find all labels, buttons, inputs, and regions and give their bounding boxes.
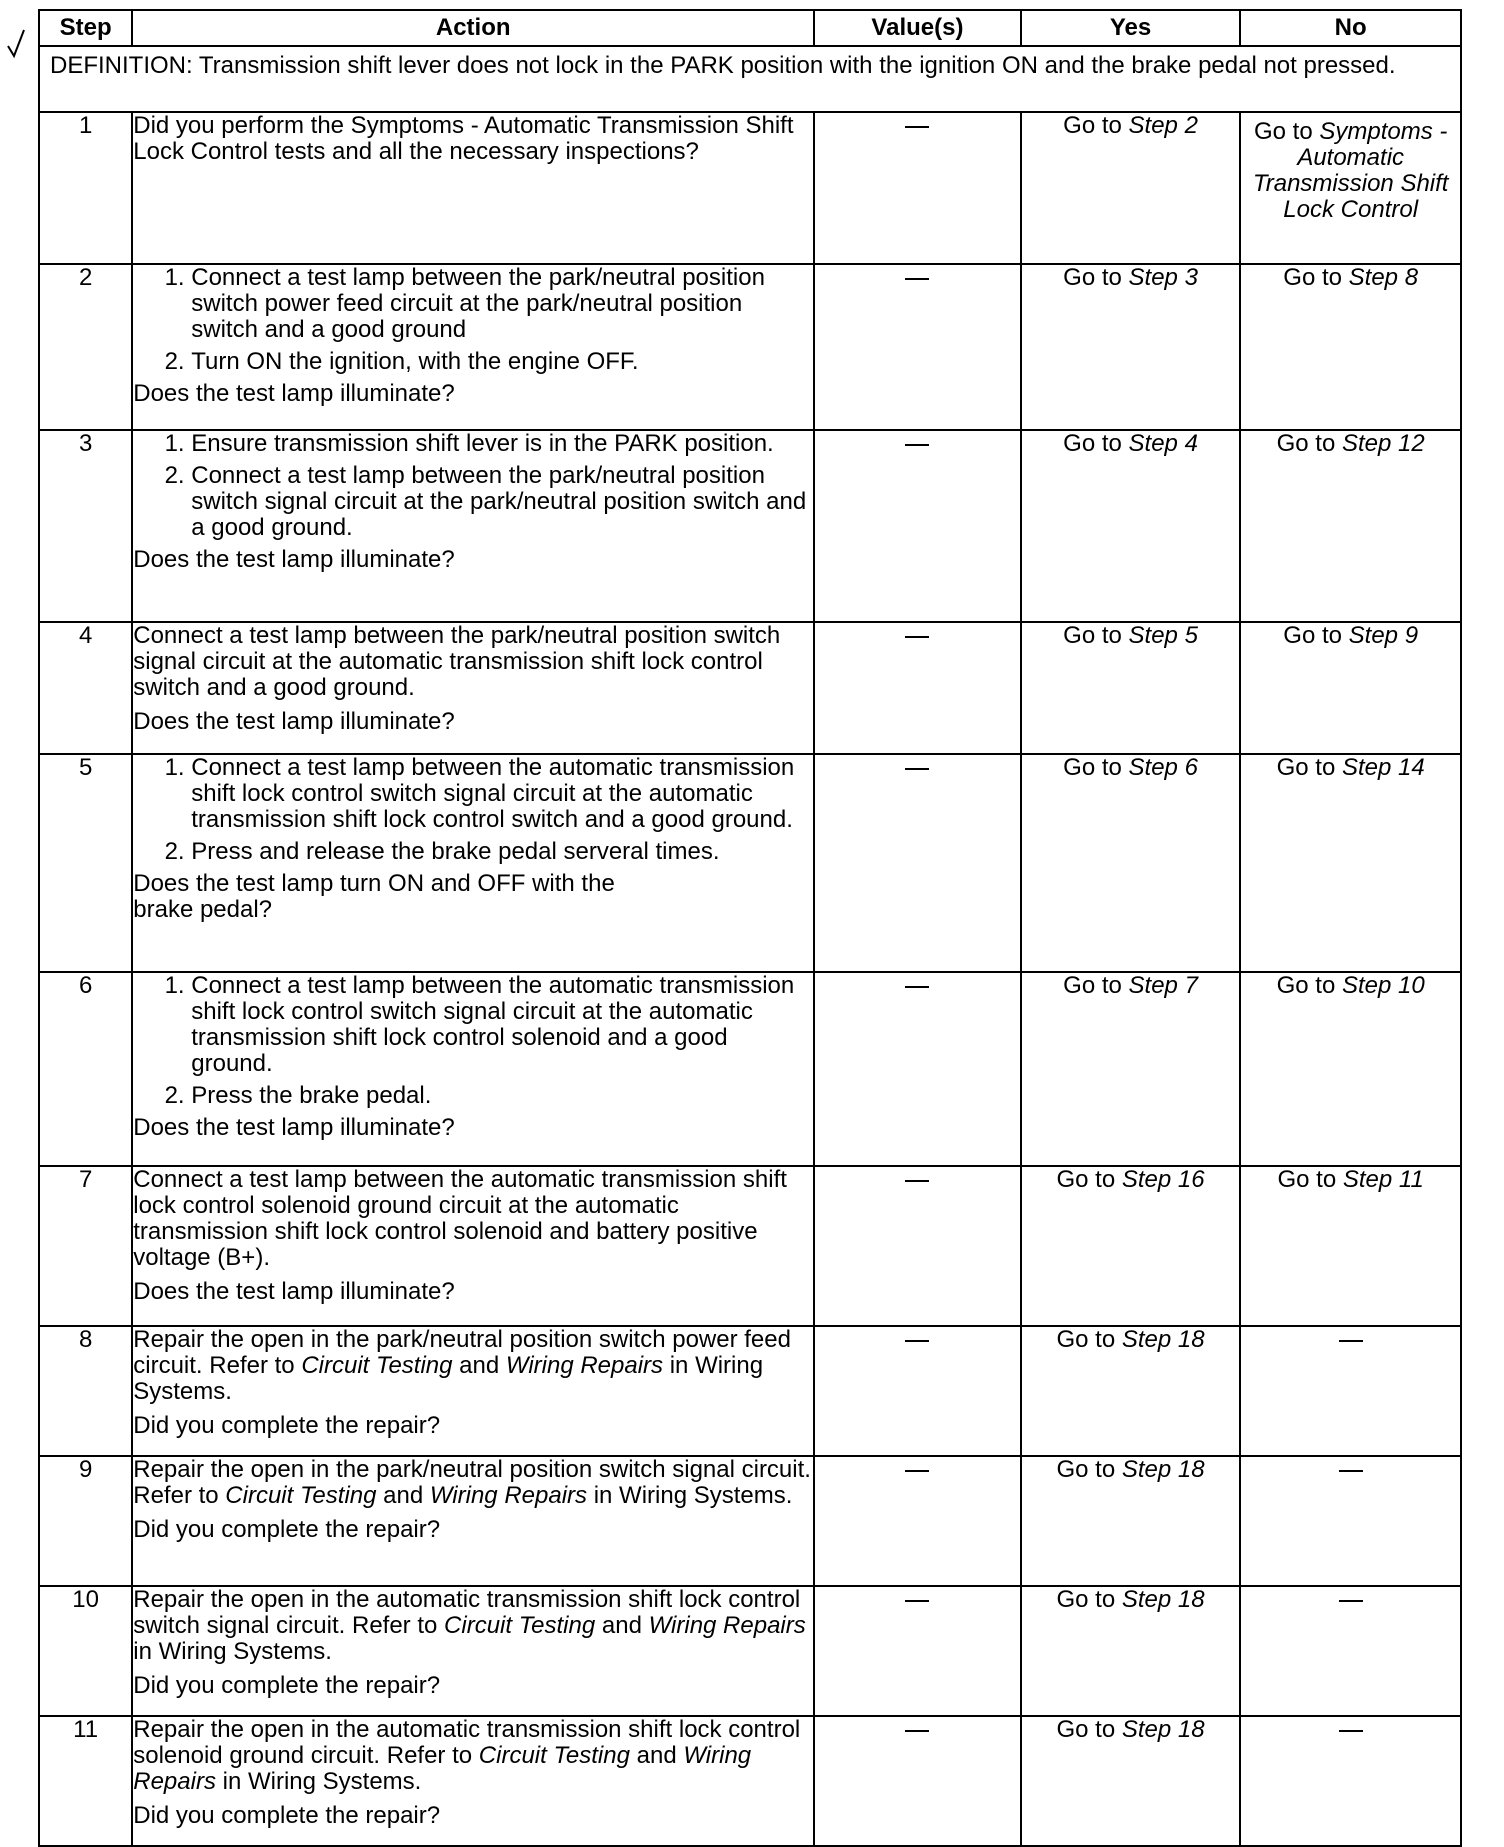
step-value xyxy=(814,1716,1021,1846)
and-word: and xyxy=(459,1352,500,1379)
step-number: 2 xyxy=(39,264,132,430)
goto-prefix: Go to xyxy=(1283,622,1349,649)
goto-prefix: Go to xyxy=(1276,754,1342,781)
dash-mark xyxy=(905,1470,929,1472)
wiring-systems: in Wiring Systems. xyxy=(593,1482,793,1509)
list-item: 2. Press and release the brake pedal serveral times. xyxy=(191,839,813,865)
goto-link-step[interactable]: Step 10 xyxy=(1341,972,1425,999)
action-text: Connect a test lamp between the park/neutral position switch signal circuit at the automatic transmission shift lock control switch and a good ground. xyxy=(133,622,781,701)
wiring-repairs-link[interactable]: Wiring Repairs xyxy=(133,1742,752,1795)
goto-prefix: Go to xyxy=(1063,430,1129,457)
diagnostic-table xyxy=(38,9,1462,1847)
no-cell xyxy=(1240,1716,1461,1846)
table-row xyxy=(39,754,1461,972)
table-row xyxy=(39,112,1461,264)
step-value xyxy=(814,622,1021,754)
wiring-repairs-link[interactable]: Wiring Repairs xyxy=(648,1612,806,1639)
dash-mark xyxy=(905,986,929,988)
goto-prefix: Go to xyxy=(1056,1456,1122,1483)
header-values: Value(s) xyxy=(814,10,1021,46)
circuit-testing-link[interactable]: Circuit Testing xyxy=(301,1352,453,1379)
step-value xyxy=(814,754,1021,972)
goto-link-step[interactable]: Step 2 xyxy=(1128,112,1198,139)
yes-cell xyxy=(1021,112,1241,264)
yes-cell xyxy=(1021,430,1241,622)
instruction-list xyxy=(133,431,813,541)
repair-lead: Repair the open in the park/neutral position switch signal circuit. xyxy=(133,1456,811,1483)
goto-link-step[interactable]: Step 18 xyxy=(1121,1456,1205,1483)
yes-cell xyxy=(1021,972,1241,1166)
goto-prefix: Go to xyxy=(1276,430,1342,457)
yes-cell xyxy=(1021,622,1241,754)
step-number: 1 xyxy=(39,112,132,264)
step-number: 4 xyxy=(39,622,132,754)
goto-prefix: Go to xyxy=(1063,264,1129,291)
definition-text: DEFINITION: Transmission shift lever does not lock in the PARK position with the ignition ON and the brake pedal not pressed. xyxy=(39,46,1461,112)
table-row xyxy=(39,1166,1461,1326)
dash-mark xyxy=(1339,1600,1363,1602)
table-row xyxy=(39,972,1461,1166)
question-text: Did you complete the repair? xyxy=(133,1516,441,1543)
circuit-testing-link[interactable]: Circuit Testing xyxy=(225,1482,377,1509)
step-action xyxy=(132,1326,814,1456)
goto-link-step[interactable]: Step 6 xyxy=(1128,754,1198,781)
question-text: Does the test lamp illuminate? xyxy=(133,380,455,407)
step-action xyxy=(132,1166,814,1326)
step-value xyxy=(814,112,1021,264)
step-number: 11 xyxy=(39,1716,132,1846)
question-text: Did you complete the repair? xyxy=(133,1802,441,1829)
step-number: 5 xyxy=(39,754,132,972)
repair-text xyxy=(133,1457,813,1509)
step-number: 7 xyxy=(39,1166,132,1326)
goto-prefix: Go to xyxy=(1056,1716,1122,1743)
dash-mark xyxy=(905,126,929,128)
question-text: Does the test lamp illuminate? xyxy=(133,1114,455,1141)
repair-text xyxy=(133,1717,813,1795)
goto-prefix: Go to xyxy=(1056,1166,1122,1193)
dash-mark xyxy=(905,636,929,638)
yes-cell xyxy=(1021,1716,1241,1846)
table-row xyxy=(39,1456,1461,1586)
yes-cell xyxy=(1021,1166,1241,1326)
goto-link-step[interactable]: Step 14 xyxy=(1341,754,1425,781)
question-text: Did you complete the repair? xyxy=(133,1672,441,1699)
list-item: 2. Press the brake pedal. xyxy=(191,1083,813,1109)
yes-cell xyxy=(1021,1456,1241,1586)
goto-link-step[interactable]: Step 4 xyxy=(1128,430,1198,457)
table-row xyxy=(39,430,1461,622)
refer-to: Refer to xyxy=(133,1482,219,1509)
dash-mark xyxy=(905,1730,929,1732)
goto-link-step[interactable]: Step 8 xyxy=(1348,264,1419,291)
dash-mark xyxy=(905,768,929,770)
goto-link-step[interactable]: Step 9 xyxy=(1348,622,1419,649)
question-text: Does the test lamp illuminate? xyxy=(133,1278,455,1305)
header-action: Action xyxy=(132,10,814,46)
step-number: 8 xyxy=(39,1326,132,1456)
list-item: 2. Turn ON the ignition, with the engine OFF. xyxy=(191,349,813,375)
step-action xyxy=(132,754,814,972)
step-value xyxy=(814,1326,1021,1456)
step-number: 6 xyxy=(39,972,132,1166)
no-cell xyxy=(1240,754,1461,972)
step-value xyxy=(814,1166,1021,1326)
yes-cell xyxy=(1021,1326,1241,1456)
goto-link-step[interactable]: Step 18 xyxy=(1121,1716,1205,1743)
list-item: 1. Connect a test lamp between the park/neutral position switch power feed circuit at the park/neutral position switch and a good ground xyxy=(191,265,813,343)
no-cell xyxy=(1240,1456,1461,1586)
circuit-testing-link[interactable]: Circuit Testing xyxy=(478,1742,630,1769)
goto-link-step[interactable]: Step 12 xyxy=(1341,430,1425,457)
no-cell xyxy=(1240,1326,1461,1456)
dash-mark xyxy=(1339,1340,1363,1342)
goto-link-step[interactable]: Step 11 xyxy=(1342,1166,1424,1193)
refer-to: Refer to xyxy=(386,1742,473,1769)
wiring-systems: in Wiring Systems. xyxy=(222,1768,422,1795)
step-action xyxy=(132,264,814,430)
goto-prefix: Go to xyxy=(1277,1166,1343,1193)
list-item: 1. Connect a test lamp between the automatic transmission shift lock control switch signal circuit at the automatic transmission shift lock control switch and a good ground. xyxy=(191,755,813,833)
repair-text xyxy=(133,1327,813,1405)
no-cell xyxy=(1240,264,1461,430)
goto-prefix: Go to xyxy=(1063,972,1129,999)
wiring-repairs-link[interactable]: Wiring Repairs xyxy=(429,1482,588,1509)
dash-mark xyxy=(905,444,929,446)
no-cell xyxy=(1240,972,1461,1166)
table-row xyxy=(39,1716,1461,1846)
no-cell xyxy=(1240,622,1461,754)
yes-cell xyxy=(1021,754,1241,972)
table-row xyxy=(39,264,1461,430)
yes-cell xyxy=(1021,264,1241,430)
goto-prefix: Go to xyxy=(1063,754,1129,781)
goto-prefix: Go to xyxy=(1283,264,1349,291)
question-text: Did you complete the repair? xyxy=(133,1412,441,1439)
wiring-systems: in Wiring Systems. xyxy=(133,1638,332,1665)
dash-mark xyxy=(905,1600,929,1602)
list-item: 1. Connect a test lamp between the automatic transmission shift lock control switch signal circuit at the automatic transmission shift lock control solenoid and a good ground. xyxy=(191,973,813,1077)
step-action xyxy=(132,972,814,1166)
goto-prefix: Go to xyxy=(1063,112,1129,139)
no-cell xyxy=(1240,1166,1461,1326)
goto-link-step[interactable]: Step 18 xyxy=(1121,1586,1205,1613)
step-action xyxy=(132,1586,814,1716)
goto-link-step[interactable]: Step 16 xyxy=(1121,1166,1205,1193)
header-row xyxy=(39,10,1461,46)
table-row xyxy=(39,1326,1461,1456)
table-row xyxy=(39,1586,1461,1716)
goto-prefix: Go to xyxy=(1056,1326,1122,1353)
step-number: 9 xyxy=(39,1456,132,1586)
circuit-testing-link[interactable]: Circuit Testing xyxy=(444,1612,596,1639)
dash-mark xyxy=(905,278,929,280)
dash-mark xyxy=(905,1180,929,1182)
goto-link-step[interactable]: Step 18 xyxy=(1121,1326,1205,1353)
no-cell xyxy=(1240,430,1461,622)
goto-link-step[interactable]: Step 7 xyxy=(1128,972,1198,999)
step-action xyxy=(132,430,814,622)
repair-lead: Repair the open in the automatic transmission shift lock control switch signal circuit. xyxy=(133,1586,801,1639)
goto-link-symptoms[interactable]: Symptoms - Automatic Transmission Shift Lock Control xyxy=(1252,118,1449,223)
instruction-list xyxy=(133,265,813,375)
instruction-list xyxy=(133,973,813,1109)
no-cell xyxy=(1240,112,1461,264)
and-word: and xyxy=(601,1612,642,1639)
wiring-systems: in Wiring Systems. xyxy=(133,1352,764,1405)
step-number: 3 xyxy=(39,430,132,622)
list-item: 1. Ensure transmission shift lever is in the PARK position. xyxy=(191,431,813,457)
step-action xyxy=(132,112,814,264)
question-text: Does the test lamp turn ON and OFF with the brake pedal? xyxy=(133,870,615,923)
definition-row xyxy=(39,46,1461,112)
action-text: Did you perform the Symptoms - Automatic Transmission Shift Lock Control tests and all the necessary inspections? xyxy=(133,112,794,165)
no-cell xyxy=(1240,1586,1461,1716)
goto-prefix: Go to xyxy=(1276,972,1342,999)
goto-prefix: Go to xyxy=(1056,1586,1122,1613)
repair-text xyxy=(133,1587,813,1665)
dash-mark xyxy=(905,1340,929,1342)
header-yes: Yes xyxy=(1021,10,1241,46)
step-value xyxy=(814,972,1021,1166)
step-value xyxy=(814,1586,1021,1716)
goto-link-step[interactable]: Step 5 xyxy=(1128,622,1198,649)
wiring-repairs-link[interactable]: Wiring Repairs xyxy=(505,1352,664,1379)
dash-mark xyxy=(1339,1470,1363,1472)
yes-cell xyxy=(1021,1586,1241,1716)
step-value xyxy=(814,264,1021,430)
step-action xyxy=(132,1716,814,1846)
question-text: Does the test lamp illuminate? xyxy=(133,708,455,735)
header-no: No xyxy=(1240,10,1461,46)
goto-prefix: Go to xyxy=(1253,118,1313,145)
and-word: and xyxy=(636,1742,677,1769)
refer-to: Refer to xyxy=(351,1612,438,1639)
step-value xyxy=(814,1456,1021,1586)
repair-lead: Repair the open in the automatic transmission shift lock control solenoid ground circuit. xyxy=(133,1716,801,1769)
step-number: 10 xyxy=(39,1586,132,1716)
action-text: Connect a test lamp between the automatic transmission shift lock control solenoid ground circuit at the automatic transmission shift lock control solenoid and battery positive voltage (B+). xyxy=(133,1166,787,1271)
goto-prefix: Go to xyxy=(1063,622,1129,649)
dash-mark xyxy=(1339,1730,1363,1732)
question-text: Does the test lamp illuminate? xyxy=(133,546,455,573)
goto-link-step[interactable]: Step 3 xyxy=(1128,264,1198,291)
step-value xyxy=(814,430,1021,622)
header-step: Step xyxy=(39,10,132,46)
step-action xyxy=(132,622,814,754)
margin-check-mark xyxy=(6,26,26,60)
table-row xyxy=(39,622,1461,754)
refer-to: Refer to xyxy=(209,1352,295,1379)
and-word: and xyxy=(383,1482,424,1509)
instruction-list xyxy=(133,755,813,865)
list-item: 2. Connect a test lamp between the park/neutral position switch signal circuit at the park/neutral position switch and a good ground. xyxy=(191,463,813,541)
repair-lead: Repair the open in the park/neutral position switch power feed circuit. xyxy=(133,1326,791,1379)
step-action xyxy=(132,1456,814,1586)
